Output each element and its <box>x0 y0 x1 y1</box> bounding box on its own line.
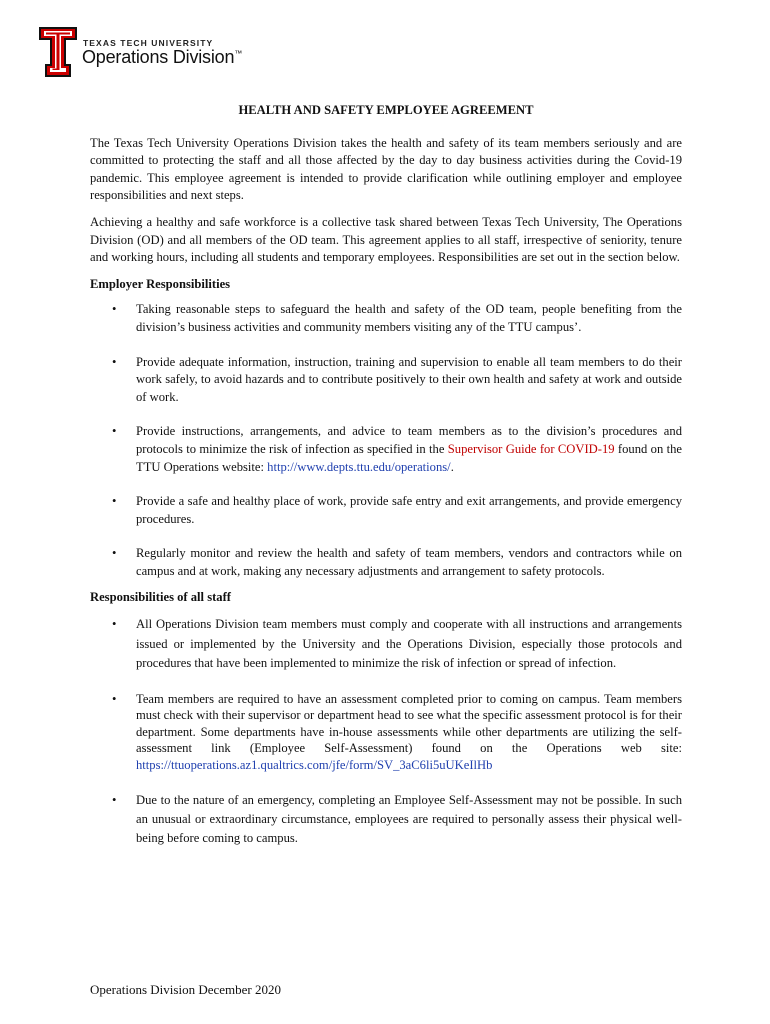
intro-paragraph: The Texas Tech University Operations Division takes the health and safety of its team members seriously and are committed to protecting the staff and all those affected by the day to day business activities during the Covid-19 pandemic. This employee agreement is intended to provide clarification while outlining employer and employee responsibilities and next steps. <box>90 135 682 203</box>
list-item: • Regularly monitor and review the health and safety of team members, vendors and contractors while on campus and at work, making any necessary adjustments and arrangement to safety protocols. <box>112 546 682 578</box>
list-item: • Provide instructions, arrangements, and advice to team members as to the division’s procedures and protocols to minimize the risk of infection as specified in the Supervisor Guide for COVID-19 found on the TTU Operations website: http://www.depts.ttu.edu/operations/. <box>112 424 682 474</box>
double-t-icon <box>38 26 78 78</box>
bullet-icon: • <box>112 546 117 561</box>
bullet-icon: • <box>112 617 117 632</box>
bullet-icon: • <box>112 691 117 706</box>
logo-division-text: Operations Division™ <box>82 47 243 67</box>
bullet-icon: • <box>112 354 117 369</box>
page-footer: Operations Division December 2020 <box>90 982 281 997</box>
employer-heading: Employer Responsibilities <box>90 276 231 291</box>
list-item: • Team members are required to have an assessment completed prior to coming on campus. Team members must check with their supervisor or department head to see what the specific assessment protocol is for their department. Some departments have in-house assessments while other departments are utilizing the self-assessment link (Employee Self-Assessment) found on the Operations web site: https://ttuoperations.az1.qualtrics.com/jfe/form/SV_3aC6li5uUKeIlHb <box>112 691 682 772</box>
bullet-icon: • <box>112 302 117 317</box>
self-assessment-link[interactable]: https://ttuoperations.az1.qualtrics.com/jfe/form/SV_3aC6li5uUKeIlHb <box>136 757 493 772</box>
staff-list <box>90 615 682 847</box>
trademark-symbol: ™ <box>234 49 243 58</box>
ttu-logo <box>38 26 248 78</box>
page-title: HEALTH AND SAFETY EMPLOYEE AGREEMENT <box>238 103 534 117</box>
intro-paragraph: Achieving a healthy and safe workforce is a collective task shared between Texas Tech University, The Operations Division (OD) and all members of the OD team. This agreement applies to all staff, irrespective of seniority, tenure and working hours, including all students and temporary employees. Responsibilities are set out in the section below. <box>90 214 682 265</box>
bullet-icon: • <box>112 494 117 509</box>
staff-heading: Responsibilities of all staff <box>90 590 231 605</box>
logo-university-text: TEXAS TECH UNIVERSITY <box>83 38 214 48</box>
list-item: • Due to the nature of an emergency, completing an Employee Self-Assessment may not be possible. In such an unusual or extraordinary circumstance, employees are required to personally assess their physical well-being before coming to campus. <box>112 792 682 845</box>
operations-website-link[interactable]: http://www.depts.ttu.edu/operations/ <box>267 459 451 474</box>
bullet-icon: • <box>112 424 117 439</box>
list-item: • All Operations Division team members must comply and cooperate with all instructions and arrangements issued or implemented by the University and the Operations Division, especially those protocols and procedures that have been implemented to minimize the risk of infection or spread of infection. <box>112 617 682 671</box>
list-item: • Provide adequate information, instruction, training and supervision to enable all team members to do their work safely, to avoid hazards and to contribute positively to their own health and safety at work and outside of work. <box>112 354 682 404</box>
list-item: • Taking reasonable steps to safeguard the health and safety of the OD team, people benefiting from the division’s business activities and community members visiting any of the TTU campus’. <box>112 302 682 334</box>
supervisor-guide-link[interactable]: Supervisor Guide for COVID-19 <box>447 441 615 456</box>
employer-list <box>90 301 682 580</box>
document-body <box>90 102 682 865</box>
list-item: • Provide a safe and healthy place of work, provide safe entry and exit arrangements, and provide emergency procedures. <box>112 494 682 526</box>
bullet-icon: • <box>112 792 117 807</box>
